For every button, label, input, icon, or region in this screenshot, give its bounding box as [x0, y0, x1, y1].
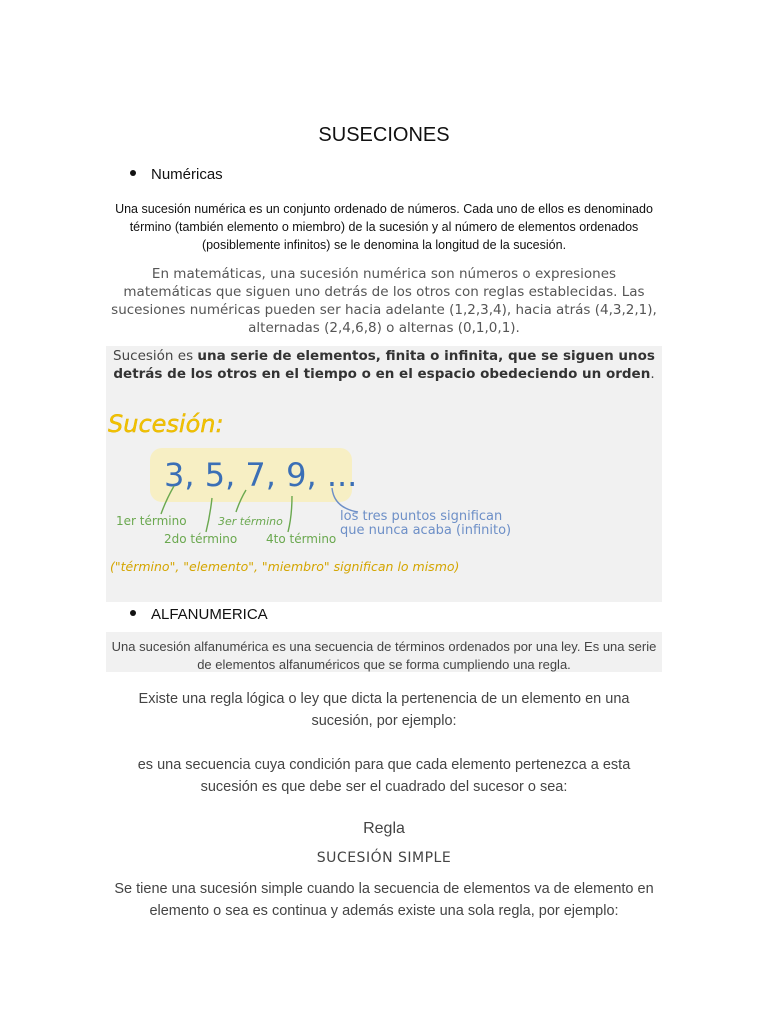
bullet-dot: [130, 170, 136, 176]
label-3er: 3er término: [218, 515, 283, 528]
paragraph-sucesion: [110, 347, 658, 383]
paragraph-definicion: Una sucesión numérica es un conjunto ordenado de números. Cada uno de ellos es denominado término (también elemento o miembro) de la sucesión y al número de elementos ordenados (posiblemente infinitos) se le denomina la longitud de la sucesión.: [115, 202, 653, 252]
figure-footnote: ("término", "elemento", "miembro" significan lo mismo): [110, 559, 460, 574]
bullet-numericas-label: Numéricas: [151, 166, 223, 183]
sucesion-suffix: .: [650, 366, 655, 382]
paragraph-secuencia: es una secuencia cuya condición para que cada elemento pertenezca a esta sucesión es que debe ser el cuadrado del sucesor o sea:: [137, 757, 631, 795]
note-line-2: que nunca acaba (infinito): [340, 523, 512, 538]
paragraph-alfanumerica: Una sucesión alfanumérica es una secuencia de términos ordenados por una ley. Es una serie de elementos alfanuméricos que se forma cumpliendo una regla.: [111, 639, 657, 672]
regla-heading: Regla: [363, 820, 405, 837]
arrow-2: [206, 498, 212, 532]
paragraph-simple: Se tiene una sucesión simple cuando la secuencia de elementos va de elemento en elemento o sea es continua y además existe una sola regla, por ejemplo:: [114, 881, 654, 919]
note-line-1: los tres puntos significan: [340, 509, 503, 524]
sucesion-figure: [106, 404, 526, 584]
page-title: SUSECIONES: [318, 124, 450, 146]
bullet-numericas: [130, 166, 223, 183]
sucesion-bold: una serie de elementos, finita o infinita, que se siguen unos detrás de los otros en el tiempo o en el espacio obedeciendo un orden: [113, 348, 655, 382]
label-4to: 4to término: [266, 532, 337, 546]
bullet-dot: [130, 610, 136, 616]
label-1er: 1er término: [116, 514, 187, 528]
bullet-alfanumerica: [130, 606, 268, 623]
sucesion-prefix: Sucesión es: [113, 348, 198, 364]
paragraph-matematicas: En matemáticas, una sucesión numérica son números o expresiones matemáticas que siguen uno detrás de los otros con reglas establecidas. Las sucesiones numéricas pueden ser hacia adelante (1,2,3,4), hacia atrás (4,3,2,1), alternadas (2,4,6,8) o alternas (0,1,0,1).: [111, 266, 657, 336]
label-2do: 2do término: [164, 532, 238, 546]
bullet-alfanumerica-label: ALFANUMERICA: [151, 606, 268, 623]
sequence-numbers: 3, 5, 7, 9, ...: [164, 456, 358, 494]
figure-heading: Sucesión:: [108, 410, 224, 438]
sucesion-simple-heading: SUCESIÓN SIMPLE: [316, 850, 452, 866]
paragraph-regla-logica: Existe una regla lógica o ley que dicta la pertenencia de un elemento en una sucesión, por ejemplo:: [138, 691, 630, 729]
